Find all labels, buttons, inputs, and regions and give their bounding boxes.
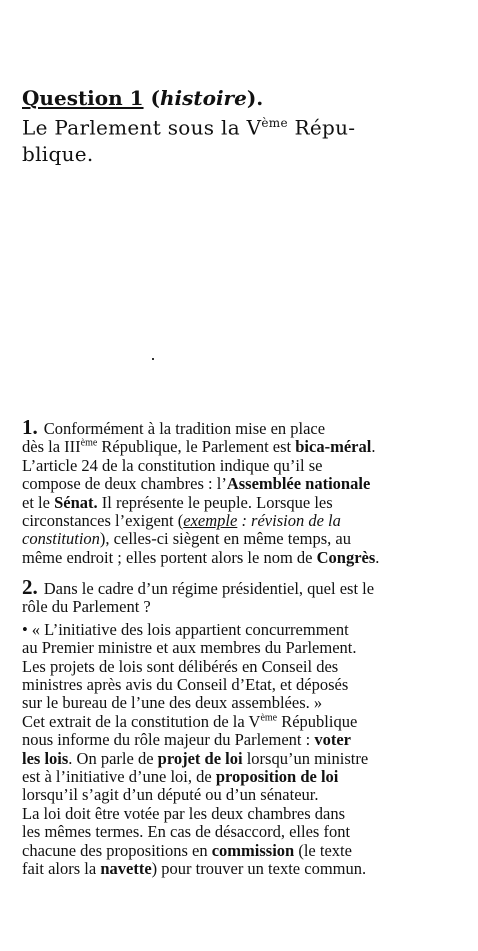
text-span: ) pour trouver un texte commun. [151,859,367,879]
bold-term: bica-méral [295,437,372,457]
heading-sup: ème [261,116,288,130]
question-label: Question 1 [22,86,144,110]
bold-term: commission [211,840,295,860]
text-span: circonstances l’exigent ( [22,511,184,531]
question-title [22,86,263,110]
question-topic: histoire [159,86,247,110]
heading-line2: blique. [22,141,94,166]
text-span: fait alors la [22,859,101,879]
bold-term: Congrès [316,547,376,567]
text-span: dès la III [22,437,81,457]
text-span: et le [22,492,55,512]
text-span: . On parle de [68,748,158,768]
title-paren-open: ( [143,86,160,110]
superscript: ème [80,437,98,449]
paragraph-line: lorsqu’il s’agit d’un député ou d’un sénateur. [22,785,319,805]
stray-dot [152,358,154,360]
paragraph-line: les mêmes termes. En cas de désaccord, elles font [22,822,351,842]
bold-term: navette [100,859,152,879]
text-span: Cet extrait de la constitution de la V [22,711,261,731]
quote-line: « L’initiative des lois appartient concurremment [31,619,349,639]
text-span: République [277,711,358,731]
italic-term: constitution [22,529,100,549]
text-span: . [371,437,376,457]
heading-pre: Le Parlement sous la V [22,115,262,140]
paragraph-line: Dans le cadre d’un régime présidentiel, quel est le [43,579,375,598]
paragraph-line: rôle du Parlement ? [22,597,151,617]
text-span: République, le Parlement est [97,437,296,457]
text-span: est à l’initiative d’une loi, de [22,767,216,787]
text-span: chacune des propositions en [22,840,212,860]
bold-term: Assemblée nationale [226,474,371,494]
superscript: ème [260,712,278,724]
text-span: Il représente le peuple. Lorsque les [97,492,333,512]
page-title [22,110,462,167]
heading-post: Répu- [287,115,356,140]
italic-term: : révision de la [237,511,341,531]
section-number: 1. [22,415,38,439]
text-span: . [375,547,380,567]
paragraph-line: Conformément à la tradition mise en place [43,419,326,438]
text-span: nous informe du rôle majeur du Parlement : [22,730,315,750]
quote-line: Les projets de lois sont délibérés en Conseil des [22,656,339,676]
text-span: même endroit ; elles portent alors le nom de [22,547,317,567]
bold-term: les lois [22,748,69,768]
italic-term: exemple [183,511,238,531]
section-1 [22,415,462,567]
text-span: compose de deux chambres : l’ [22,474,227,494]
quote-line: sur le bureau de l’une des deux assemblées. » [22,693,323,713]
quote-line: ministres après avis du Conseil d’Etat, et déposés [22,675,349,695]
section-2 [22,575,462,879]
text-span: (le texte [294,840,352,860]
paragraph-line: La loi doit être votée par les deux chambres dans [22,803,346,823]
quote-line: au Premier ministre et aux membres du Parlement. [22,638,357,658]
bold-term: voter [314,730,351,750]
bold-term: Sénat. [54,492,98,512]
paragraph-line: L’article 24 de la constitution indique qu’il se [22,455,323,475]
section-number: 2. [22,575,38,599]
title-paren-close: ). [246,86,264,110]
text-span: lorsqu’un ministre [242,748,369,768]
bold-term: projet de loi [157,748,243,768]
bullet-icon: • [22,619,28,639]
bold-term: proposition de loi [215,767,339,787]
text-span: ), celles-ci siègent en même temps, au [99,529,351,549]
